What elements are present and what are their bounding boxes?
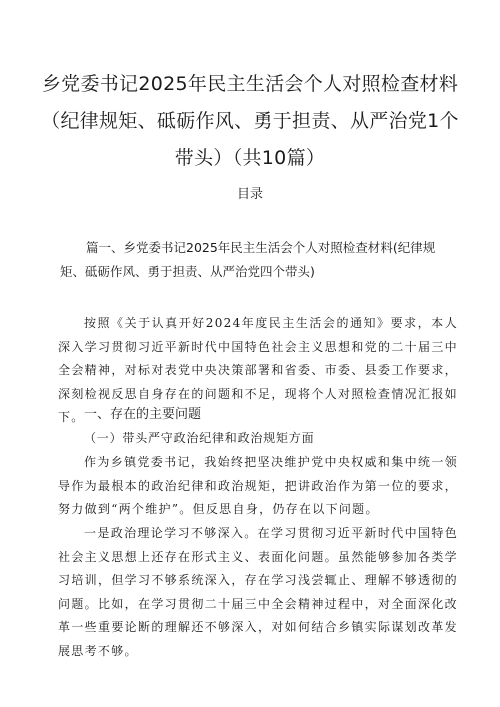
section-heading: 一、存在的主要问题 [84,407,202,422]
body-paragraph: 一是政治理论学习不够深入。在学习贯彻习近平新时代中国特色社会主义思想上还存在形式主义、表面化问题。虽然能够参加各类学习培训，但学习不够系统深入，存在学习浅尝辄止、理解不够透彻的问题。比如，在学习贯彻二十届三中全会精神过程中，对全面深化改革一些重要论断的理解还不够深入，对如何结合乡镇实际谋划改革发展思考不够。 [58,526,458,658]
document-title: 乡党委书记2025年民主生活会个人对照检查材料（纪律规矩、砥砺作风、勇于担责、从严治党1个带头）（共10篇） [41,73,459,169]
toc-item[interactable]: 篇一、乡党委书记2025年民主生活会个人对照检查材料(纪律规矩、砥砺作风、勇于担责、从严治党四个带头) [60,240,436,279]
subsection-heading: （一）带头严守政治纪律和政治规矩方面 [84,431,315,445]
body-paragraph: 作为乡镇党委书记，我始终把坚决维护党中央权威和集中统一领导作为最根本的政治纪律和政治规矩，把讲政治作为第一位的要求，努力做到“两个维护”。但反思自身，仍存在以下问题。 [58,455,458,516]
intro-paragraph: 按照《关于认真开好2024年度民主生活会的通知》要求，本人深入学习贯彻习近平新时代中国特色社会主义思想和党的二十届三中全会精神，对标对表党中央决策部署和省委、市委、县委工作要求，深刻检视反思自身存在的问题和不足，现将个人对照检查情况汇报如下。 [58,316,458,424]
toc-heading: 目录 [236,187,263,202]
